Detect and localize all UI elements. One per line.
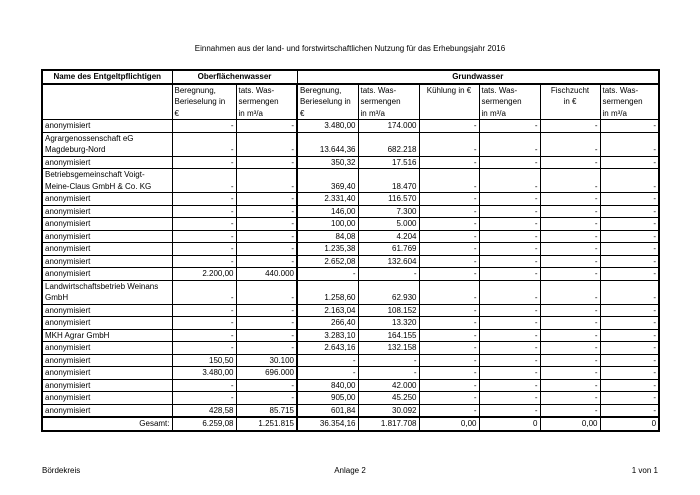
value-cell: - [236, 218, 297, 231]
value-cell: - [236, 230, 297, 243]
subheader-cell: Berieselung in [172, 96, 236, 108]
subheader-blank-cell [42, 96, 172, 108]
value-cell: - [600, 205, 659, 218]
value-cell: - [540, 218, 600, 231]
total-value-cell: 1.251.815 [236, 417, 297, 431]
value-cell: - [479, 181, 540, 193]
value-cell: - [600, 392, 659, 405]
value-cell: 696.000 [236, 367, 297, 380]
payer-name-cell: anonymisiert [42, 354, 172, 367]
value-cell: - [172, 317, 236, 330]
value-cell: 3.480,00 [172, 367, 236, 380]
value-cell: - [540, 379, 600, 392]
value-cell: 61.769 [358, 243, 419, 256]
value-cell: - [236, 205, 297, 218]
value-cell: - [479, 268, 540, 281]
value-cell-blank [358, 132, 419, 144]
value-cell: - [172, 329, 236, 342]
value-cell: 146,00 [297, 205, 358, 218]
value-cell: - [172, 255, 236, 268]
value-cell-blank [419, 169, 479, 181]
value-cell: - [540, 404, 600, 417]
table-row [42, 193, 659, 206]
value-cell: 42.000 [358, 379, 419, 392]
payer-name-cell: anonymisiert [42, 317, 172, 330]
table-row [42, 243, 659, 256]
value-cell: 100,00 [297, 218, 358, 231]
value-cell: - [419, 404, 479, 417]
value-cell: 18.470 [358, 181, 419, 193]
value-cell-blank [479, 169, 540, 181]
value-cell-blank [236, 132, 297, 144]
subheader-cell: in € [540, 96, 600, 108]
value-cell: - [236, 120, 297, 133]
value-cell: - [479, 218, 540, 231]
value-cell: - [236, 144, 297, 156]
payer-name-cell: anonymisiert [42, 230, 172, 243]
value-cell-blank [236, 280, 297, 292]
value-cell: - [236, 317, 297, 330]
value-cell: - [479, 120, 540, 133]
value-cell: - [600, 193, 659, 206]
value-cell: - [540, 144, 600, 156]
value-cell: - [600, 304, 659, 317]
total-label: Gesamt: [42, 417, 172, 431]
subheader-blank-cell [42, 108, 172, 120]
value-cell: - [419, 354, 479, 367]
value-cell: - [540, 181, 600, 193]
total-value-cell: 0,00 [540, 417, 600, 431]
value-cell: - [172, 392, 236, 405]
value-cell: - [479, 193, 540, 206]
value-cell: 17.516 [358, 156, 419, 169]
subheader-cell: tats. Was- [600, 84, 659, 97]
value-cell: 601,84 [297, 404, 358, 417]
value-cell: 132.158 [358, 342, 419, 355]
subheader-cell [540, 108, 600, 120]
total-value-cell: 6.259,08 [172, 417, 236, 431]
value-cell: - [479, 304, 540, 317]
value-cell: - [419, 193, 479, 206]
value-cell-blank [236, 169, 297, 181]
value-cell: 682.218 [358, 144, 419, 156]
table-row [42, 317, 659, 330]
surface-water-header: Oberflächenwasser [172, 70, 297, 84]
value-cell: - [419, 120, 479, 133]
table-row [42, 304, 659, 317]
value-cell: - [600, 342, 659, 355]
value-cell: - [297, 354, 358, 367]
value-cell: - [358, 367, 419, 380]
footer-attachment: Anlage 2 [334, 466, 366, 475]
value-cell: - [600, 317, 659, 330]
table-row [42, 404, 659, 417]
value-cell: - [172, 144, 236, 156]
value-cell: - [358, 268, 419, 281]
payer-name-cell: anonymisiert [42, 156, 172, 169]
subheader-blank-cell [42, 84, 172, 97]
value-cell-blank [600, 169, 659, 181]
value-cell: - [479, 243, 540, 256]
value-cell: 132.604 [358, 255, 419, 268]
value-cell: - [479, 329, 540, 342]
subheader-cell: in m³/a [600, 108, 659, 120]
subheader-cell: sermengen [358, 96, 419, 108]
value-cell: 2.200,00 [172, 268, 236, 281]
value-cell: 84,08 [297, 230, 358, 243]
value-cell: - [419, 329, 479, 342]
value-cell: - [172, 292, 236, 304]
value-cell: - [236, 379, 297, 392]
value-cell: - [236, 243, 297, 256]
value-cell: - [419, 367, 479, 380]
payer-name-cell: anonymisiert [42, 218, 172, 231]
subheader-cell: Berieselung in [297, 96, 358, 108]
table-row [42, 230, 659, 243]
value-cell: - [600, 120, 659, 133]
table-row [42, 218, 659, 231]
value-cell: 150,50 [172, 354, 236, 367]
value-cell: - [419, 205, 479, 218]
subheader-cell: tats. Was- [236, 84, 297, 97]
footer-page-number: 1 von 1 [631, 466, 658, 475]
total-value-cell: 36.354,16 [297, 417, 358, 431]
value-cell-blank [172, 280, 236, 292]
value-cell: - [479, 156, 540, 169]
value-cell: 440.000 [236, 268, 297, 281]
payer-name-cell: anonymisiert [42, 342, 172, 355]
value-cell: 30.100 [236, 354, 297, 367]
value-cell: - [479, 205, 540, 218]
subheader-cell: in m³/a [236, 108, 297, 120]
payer-name-cell: MKH Agrar GmbH [42, 329, 172, 342]
subheader-cell [419, 108, 479, 120]
value-cell: - [540, 342, 600, 355]
value-cell-blank [540, 280, 600, 292]
footer-district: Bördekreis [42, 466, 81, 475]
value-cell: - [419, 292, 479, 304]
value-cell: - [479, 255, 540, 268]
value-cell: 30.092 [358, 404, 419, 417]
value-cell: - [540, 268, 600, 281]
table-row [42, 367, 659, 380]
value-cell: 2.643,16 [297, 342, 358, 355]
group-header-row [42, 70, 659, 84]
value-cell: - [600, 255, 659, 268]
payer-name-cell: anonymisiert [42, 392, 172, 405]
value-cell: - [600, 379, 659, 392]
payer-name-cell: anonymisiert [42, 367, 172, 380]
subheader-cell: Kühlung in € [419, 84, 479, 97]
value-cell: 350,32 [297, 156, 358, 169]
value-cell: - [172, 243, 236, 256]
value-cell: - [419, 255, 479, 268]
value-cell: - [172, 218, 236, 231]
value-cell: - [540, 317, 600, 330]
payer-name-cell: anonymisiert [42, 379, 172, 392]
value-cell: 85.715 [236, 404, 297, 417]
value-cell: 174.000 [358, 120, 419, 133]
value-cell: - [236, 329, 297, 342]
value-cell: - [419, 392, 479, 405]
payer-name-cell: anonymisiert [42, 268, 172, 281]
value-cell: - [172, 342, 236, 355]
subheader-row [42, 84, 659, 97]
value-cell: 4.204 [358, 230, 419, 243]
subheader-cell: in m³/a [479, 108, 540, 120]
value-cell: - [419, 156, 479, 169]
value-cell: - [540, 367, 600, 380]
subheader-cell: sermengen [600, 96, 659, 108]
value-cell: - [540, 354, 600, 367]
value-cell: - [540, 205, 600, 218]
value-cell: 369,40 [297, 181, 358, 193]
value-cell: - [479, 379, 540, 392]
value-cell-blank [358, 280, 419, 292]
value-cell: - [172, 193, 236, 206]
value-cell: 905,00 [297, 392, 358, 405]
value-cell-blank [540, 132, 600, 144]
table-row [42, 329, 659, 342]
payer-name-cell: GmbH [42, 292, 172, 304]
value-cell: 428,58 [172, 404, 236, 417]
subheader-cell [419, 96, 479, 108]
subheader-row [42, 96, 659, 108]
value-cell: - [297, 268, 358, 281]
value-cell: - [540, 255, 600, 268]
value-cell: - [479, 354, 540, 367]
value-cell: - [236, 292, 297, 304]
table-row [42, 292, 659, 304]
value-cell: - [172, 120, 236, 133]
value-cell: 2.331,40 [297, 193, 358, 206]
table-row [42, 392, 659, 405]
payer-name-cell: Agrargenossenschaft eG [42, 132, 172, 144]
value-cell: - [236, 342, 297, 355]
value-cell: - [172, 181, 236, 193]
subheader-cell: Beregnung, [297, 84, 358, 97]
payer-name-cell: anonymisiert [42, 404, 172, 417]
value-cell: - [600, 292, 659, 304]
value-cell: - [419, 379, 479, 392]
subheader-cell: Fischzucht [540, 84, 600, 97]
payer-name-cell: Landwirtschaftsbetrieb Weinans [42, 280, 172, 292]
value-cell: 5.000 [358, 218, 419, 231]
value-cell: - [540, 120, 600, 133]
value-cell: - [358, 354, 419, 367]
value-cell: - [479, 342, 540, 355]
value-cell: - [479, 392, 540, 405]
value-cell: - [600, 156, 659, 169]
value-cell: - [419, 317, 479, 330]
payer-name-cell: Meine-Claus GmbH & Co. KG [42, 181, 172, 193]
payer-name-cell: anonymisiert [42, 304, 172, 317]
value-cell: - [172, 379, 236, 392]
table-row [42, 120, 659, 133]
name-column-header: Name des Entgeltpflichtigen [42, 70, 172, 84]
value-cell: 1.235,38 [297, 243, 358, 256]
value-cell: 7.300 [358, 205, 419, 218]
table-row [42, 379, 659, 392]
subheader-cell: in m³/a [358, 108, 419, 120]
value-cell: - [540, 329, 600, 342]
table-row [42, 342, 659, 355]
table-row [42, 354, 659, 367]
value-cell-blank [297, 132, 358, 144]
ground-water-header: Grundwasser [297, 70, 659, 84]
value-cell: - [419, 268, 479, 281]
total-value-cell: 0 [600, 417, 659, 431]
payer-name-cell: anonymisiert [42, 120, 172, 133]
subheader-cell: tats. Was- [479, 84, 540, 97]
total-value-cell: 0 [479, 417, 540, 431]
value-cell-blank [358, 169, 419, 181]
value-cell: 45.250 [358, 392, 419, 405]
total-value-cell: 1.817.708 [358, 417, 419, 431]
value-cell: 62.930 [358, 292, 419, 304]
value-cell: 3.283,10 [297, 329, 358, 342]
value-cell-blank [419, 280, 479, 292]
value-cell: - [600, 268, 659, 281]
value-cell: 13.644,36 [297, 144, 358, 156]
table-row [42, 255, 659, 268]
table-row [42, 132, 659, 144]
value-cell: - [236, 255, 297, 268]
value-cell: - [479, 144, 540, 156]
subheader-cell: € [297, 108, 358, 120]
value-cell: - [479, 292, 540, 304]
subheader-cell: € [172, 108, 236, 120]
value-cell: - [600, 243, 659, 256]
subheader-row [42, 108, 659, 120]
value-cell: - [540, 304, 600, 317]
value-cell: - [600, 218, 659, 231]
value-cell: - [479, 404, 540, 417]
value-cell-blank [479, 132, 540, 144]
value-cell: - [540, 156, 600, 169]
value-cell: - [540, 392, 600, 405]
value-cell: - [479, 230, 540, 243]
value-cell: - [540, 193, 600, 206]
value-cell: - [600, 329, 659, 342]
value-cell: - [172, 230, 236, 243]
value-cell: - [419, 181, 479, 193]
value-cell: - [419, 342, 479, 355]
payer-name-cell: Betriebsgemeinschaft Voigt- [42, 169, 172, 181]
value-cell: - [172, 156, 236, 169]
value-cell: - [236, 156, 297, 169]
value-cell-blank [540, 169, 600, 181]
value-cell: - [600, 230, 659, 243]
value-cell: 108.152 [358, 304, 419, 317]
value-cell-blank [297, 280, 358, 292]
value-cell-blank [479, 280, 540, 292]
payer-name-cell: Magdeburg-Nord [42, 144, 172, 156]
value-cell: - [419, 230, 479, 243]
value-cell: - [419, 243, 479, 256]
value-cell: 13.320 [358, 317, 419, 330]
table-row [42, 156, 659, 169]
value-cell-blank [297, 169, 358, 181]
value-cell-blank [172, 132, 236, 144]
subheader-cell: sermengen [479, 96, 540, 108]
value-cell: - [600, 404, 659, 417]
payer-name-cell: anonymisiert [42, 205, 172, 218]
value-cell: - [419, 304, 479, 317]
value-cell: - [419, 144, 479, 156]
value-cell-blank [600, 132, 659, 144]
table-row [42, 280, 659, 292]
value-cell: 3.480,00 [297, 120, 358, 133]
value-cell-blank [172, 169, 236, 181]
revenue-table [41, 69, 660, 432]
total-row [42, 417, 659, 431]
document-title: Einnahmen aus der land- und forstwirtschaftlichen Nutzung für das Erhebungsjahr 2016 [194, 44, 506, 53]
table-row [42, 169, 659, 181]
value-cell-blank [419, 132, 479, 144]
table-row [42, 181, 659, 193]
table-row [42, 205, 659, 218]
value-cell: - [540, 243, 600, 256]
value-cell: - [479, 317, 540, 330]
value-cell: 840,00 [297, 379, 358, 392]
value-cell: - [172, 304, 236, 317]
table-row [42, 144, 659, 156]
value-cell: - [297, 367, 358, 380]
value-cell: - [236, 304, 297, 317]
value-cell: - [540, 230, 600, 243]
value-cell: - [540, 292, 600, 304]
payer-name-cell: anonymisiert [42, 193, 172, 206]
value-cell: 2.652,08 [297, 255, 358, 268]
value-cell: 2.163,04 [297, 304, 358, 317]
value-cell-blank [600, 280, 659, 292]
value-cell: - [600, 181, 659, 193]
payer-name-cell: anonymisiert [42, 243, 172, 256]
value-cell: - [600, 144, 659, 156]
value-cell: - [600, 354, 659, 367]
value-cell: - [236, 193, 297, 206]
subheader-cell: Beregnung, [172, 84, 236, 97]
total-value-cell: 0,00 [419, 417, 479, 431]
subheader-cell: tats. Was- [358, 84, 419, 97]
value-cell: - [236, 392, 297, 405]
value-cell: - [479, 367, 540, 380]
value-cell: - [236, 181, 297, 193]
subheader-cell: sermengen [236, 96, 297, 108]
value-cell: - [600, 367, 659, 380]
value-cell: 116.570 [358, 193, 419, 206]
value-cell: 1.258,60 [297, 292, 358, 304]
value-cell: 164.155 [358, 329, 419, 342]
table-row [42, 268, 659, 281]
value-cell: - [172, 205, 236, 218]
payer-name-cell: anonymisiert [42, 255, 172, 268]
value-cell: - [419, 218, 479, 231]
value-cell: 266,40 [297, 317, 358, 330]
